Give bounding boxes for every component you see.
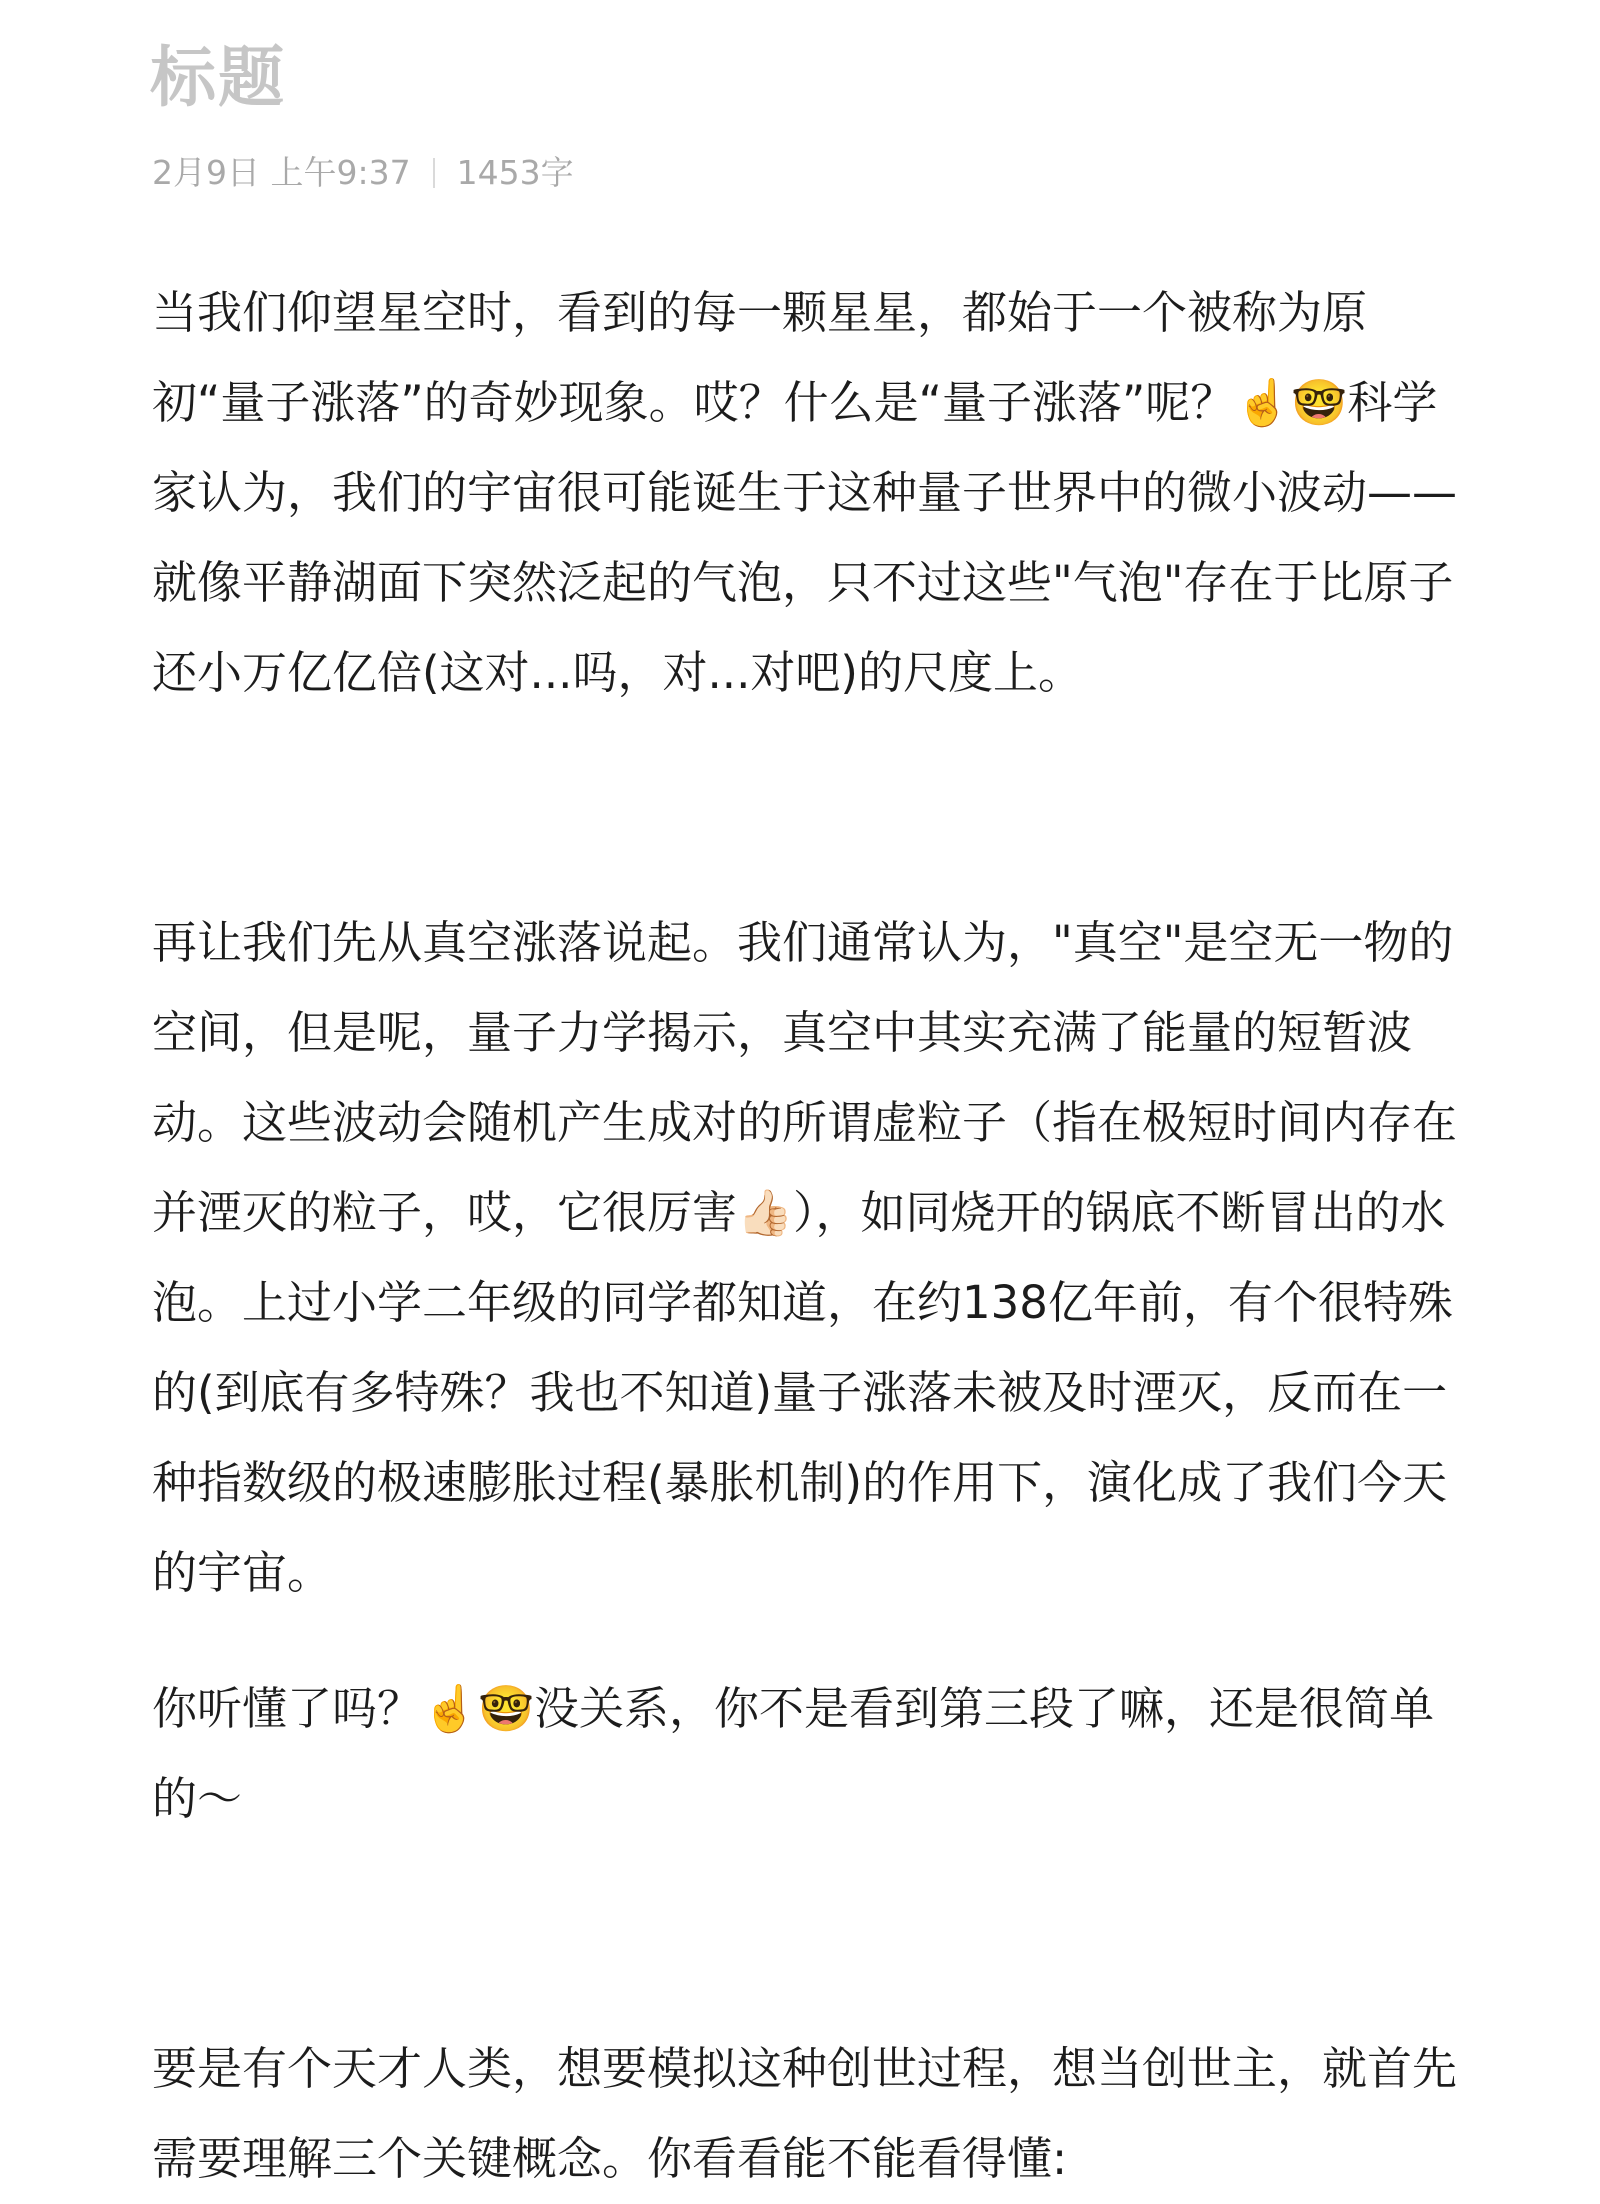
note-date: 2月9日 上午9:37: [152, 153, 411, 192]
blank-line: [152, 808, 1472, 898]
body-paragraph-2[interactable]: 再让我们先从真空涨落说起。我们通常认为，"真空"是空无一物的空间，但是呢，量子力学揭示，真空中其实充满了能量的短暂波动。这些波动会随机产生成对的所谓虚粒子（指在极短时间内存在并湮灭的粒子，哎，它很厉害👍🏻），如同烧开的锅底不断冒出的水泡。上过小学二年级的同学都知道，在约138亿年前，有个很特殊的(到底有多特殊？我也不知道)量子涨落未被及时湮灭，反而在一种指数级的极速膨胀过程(暴胀机制)的作用下，演化成了我们今天的宇宙。: [152, 916, 1458, 1599]
note-meta: [152, 153, 574, 192]
meta-divider: [433, 158, 435, 188]
word-count: 1453字: [456, 153, 574, 192]
body-paragraph-4[interactable]: 要是有个天才人类，想要模拟这种创世过程，想当创世主，就首先需要理解三个关键概念。你看看能不能看得懂:: [152, 2042, 1458, 2185]
body-paragraph-3[interactable]: 你听懂了吗？☝️🤓没关系，你不是看到第三段了嘛，还是很简单的～: [152, 1682, 1435, 1825]
paragraph-gap: [152, 1618, 1472, 1664]
blank-line: [152, 1844, 1472, 1934]
blank-line: [152, 718, 1472, 808]
body-paragraph-1[interactable]: 当我们仰望星空时，看到的每一颗星星，都始于一个被称为原初“量子涨落”的奇妙现象。哎？什么是“量子涨落”呢？☝️🤓科学家认为，我们的宇宙很可能诞生于这种量子世界中的微小波动——就像平静湖面下突然泛起的气泡，只不过这些"气泡"存在于比原子还小万亿亿倍(这对...吗，对...对吧)的尺度上。: [152, 286, 1458, 699]
note-body-editor[interactable]: [152, 268, 1472, 2204]
note-title[interactable]: 标题: [150, 39, 286, 116]
blank-line: [152, 1934, 1472, 2024]
